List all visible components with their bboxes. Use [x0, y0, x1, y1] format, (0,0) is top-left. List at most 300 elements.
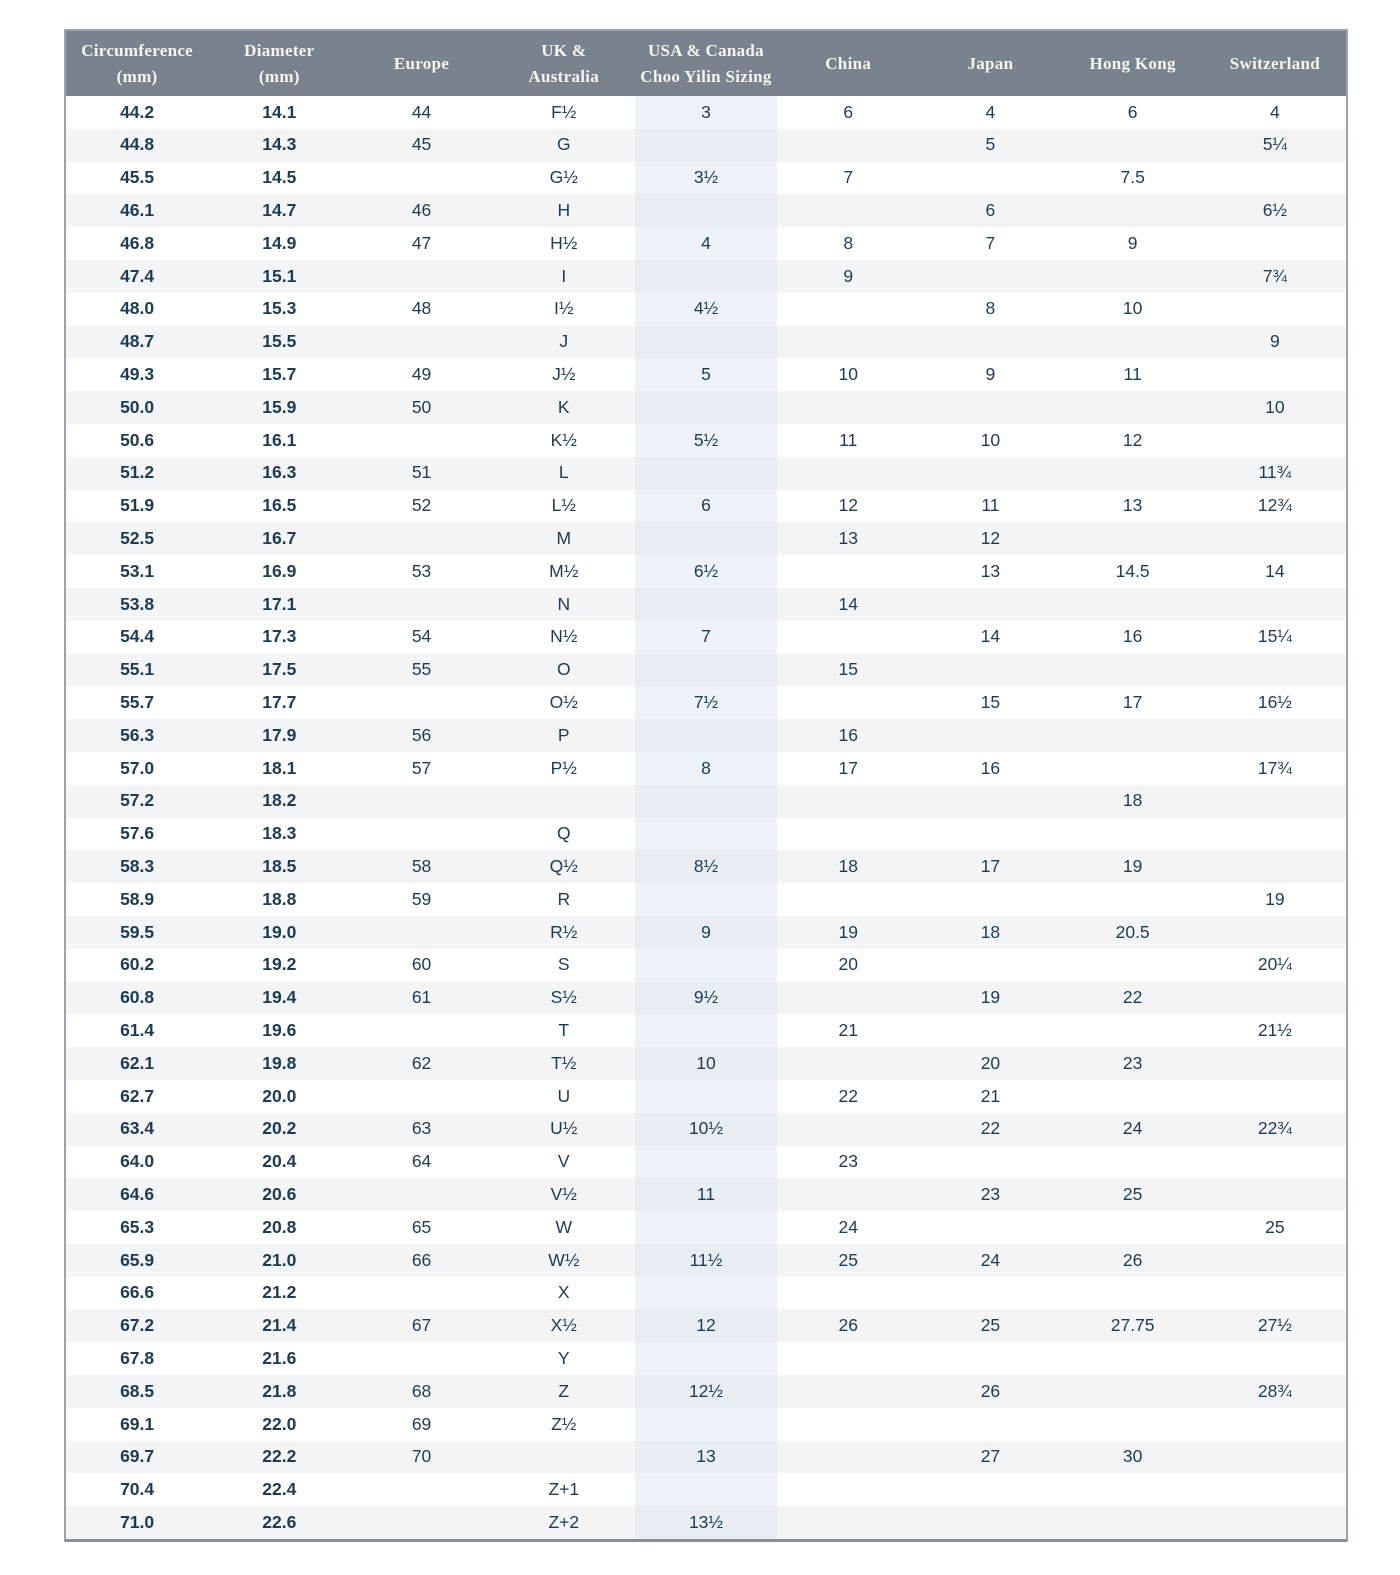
cell-switzerland: [1204, 850, 1346, 883]
table-row: [66, 129, 1346, 162]
cell-china: [777, 785, 919, 818]
table-row: [66, 818, 1346, 851]
cell-diameter: 20.2: [208, 1113, 350, 1146]
cell-usa-canada: 13: [635, 1441, 777, 1474]
column-header-diameter: [208, 31, 350, 96]
cell-uk-australia: F½: [493, 96, 635, 129]
cell-circumference: 51.2: [66, 457, 208, 490]
table-row: [66, 1408, 1346, 1441]
table-row: [66, 293, 1346, 326]
table-row: [66, 621, 1346, 654]
cell-japan: [919, 818, 1061, 851]
cell-china: [777, 391, 919, 424]
cell-uk-australia: P: [493, 719, 635, 752]
cell-circumference: 69.7: [66, 1441, 208, 1474]
cell-china: 23: [777, 1146, 919, 1179]
cell-diameter: 22.6: [208, 1506, 350, 1539]
column-header-line: Choo Yilin Sizing: [640, 66, 772, 86]
cell-uk-australia: U: [493, 1080, 635, 1113]
cell-uk-australia: Z+2: [493, 1506, 635, 1539]
cell-japan: 15: [919, 686, 1061, 719]
table-row: [66, 1244, 1346, 1277]
cell-japan: [919, 1146, 1061, 1179]
cell-japan: 12: [919, 522, 1061, 555]
cell-hong-kong: [1062, 1375, 1204, 1408]
cell-japan: 23: [919, 1178, 1061, 1211]
cell-uk-australia: I: [493, 260, 635, 293]
cell-japan: [919, 1506, 1061, 1539]
cell-diameter: 18.3: [208, 818, 350, 851]
cell-usa-canada: [635, 1146, 777, 1179]
table-row: [66, 719, 1346, 752]
cell-japan: [919, 785, 1061, 818]
cell-diameter: 20.4: [208, 1146, 350, 1179]
column-header-line: USA & Canada: [647, 41, 764, 60]
cell-japan: 7: [919, 227, 1061, 260]
cell-japan: 17: [919, 850, 1061, 883]
cell-circumference: 45.5: [66, 162, 208, 195]
cell-hong-kong: 30: [1062, 1441, 1204, 1474]
cell-switzerland: [1204, 293, 1346, 326]
cell-hong-kong: [1062, 260, 1204, 293]
cell-circumference: 63.4: [66, 1113, 208, 1146]
cell-china: 22: [777, 1080, 919, 1113]
cell-europe: 69: [350, 1408, 492, 1441]
cell-switzerland: [1204, 654, 1346, 687]
cell-uk-australia: N: [493, 588, 635, 621]
cell-diameter: 14.5: [208, 162, 350, 195]
table-header: [66, 31, 1346, 96]
cell-europe: [350, 1014, 492, 1047]
ring-size-table-frame: [64, 29, 1348, 1542]
cell-hong-kong: 19: [1062, 850, 1204, 883]
cell-hong-kong: [1062, 129, 1204, 162]
ring-size-conversion-table: [66, 31, 1346, 1539]
cell-hong-kong: [1062, 1408, 1204, 1441]
table-body: [66, 96, 1346, 1539]
cell-diameter: 17.5: [208, 654, 350, 687]
cell-europe: 44: [350, 96, 492, 129]
cell-japan: 16: [919, 752, 1061, 785]
cell-usa-canada: 7½: [635, 686, 777, 719]
cell-japan: 20: [919, 1047, 1061, 1080]
cell-usa-canada: [635, 1342, 777, 1375]
cell-hong-kong: 23: [1062, 1047, 1204, 1080]
cell-usa-canada: 6½: [635, 555, 777, 588]
cell-europe: [350, 162, 492, 195]
cell-japan: 21: [919, 1080, 1061, 1113]
cell-china: 9: [777, 260, 919, 293]
cell-europe: [350, 522, 492, 555]
cell-china: 18: [777, 850, 919, 883]
cell-diameter: 15.7: [208, 358, 350, 391]
cell-diameter: 16.1: [208, 424, 350, 457]
cell-europe: [350, 1178, 492, 1211]
table-row: [66, 227, 1346, 260]
column-header-europe: [350, 31, 492, 96]
cell-circumference: 50.0: [66, 391, 208, 424]
cell-switzerland: 27½: [1204, 1309, 1346, 1342]
cell-china: 7: [777, 162, 919, 195]
table-row: [66, 588, 1346, 621]
cell-uk-australia: R½: [493, 916, 635, 949]
cell-usa-canada: 3½: [635, 162, 777, 195]
cell-japan: 5: [919, 129, 1061, 162]
table-row: [66, 949, 1346, 982]
cell-china: [777, 129, 919, 162]
table-row: [66, 1047, 1346, 1080]
cell-hong-kong: 6: [1062, 96, 1204, 129]
cell-diameter: 16.7: [208, 522, 350, 555]
cell-china: 15: [777, 654, 919, 687]
cell-europe: 59: [350, 883, 492, 916]
cell-switzerland: 15¼: [1204, 621, 1346, 654]
cell-switzerland: [1204, 1506, 1346, 1539]
cell-japan: 26: [919, 1375, 1061, 1408]
cell-usa-canada: 10½: [635, 1113, 777, 1146]
cell-circumference: 53.8: [66, 588, 208, 621]
cell-switzerland: [1204, 358, 1346, 391]
cell-uk-australia: H: [493, 194, 635, 227]
table-row: [66, 850, 1346, 883]
table-row: [66, 1178, 1346, 1211]
cell-japan: 22: [919, 1113, 1061, 1146]
cell-hong-kong: 27.75: [1062, 1309, 1204, 1342]
cell-uk-australia: K: [493, 391, 635, 424]
cell-europe: 45: [350, 129, 492, 162]
cell-europe: [350, 686, 492, 719]
cell-china: [777, 1277, 919, 1310]
cell-japan: 11: [919, 490, 1061, 523]
cell-europe: [350, 1277, 492, 1310]
cell-diameter: 15.3: [208, 293, 350, 326]
cell-usa-canada: 5½: [635, 424, 777, 457]
table-row: [66, 1473, 1346, 1506]
cell-hong-kong: 10: [1062, 293, 1204, 326]
column-header-line: UK &: [541, 41, 587, 60]
cell-china: 13: [777, 522, 919, 555]
cell-hong-kong: [1062, 1506, 1204, 1539]
cell-china: [777, 621, 919, 654]
cell-china: 11: [777, 424, 919, 457]
cell-switzerland: [1204, 1047, 1346, 1080]
table-row: [66, 916, 1346, 949]
cell-europe: 58: [350, 850, 492, 883]
column-header-uk-australia: [493, 31, 635, 96]
cell-switzerland: [1204, 1080, 1346, 1113]
cell-uk-australia: [493, 785, 635, 818]
cell-uk-australia: J: [493, 326, 635, 359]
cell-europe: 57: [350, 752, 492, 785]
column-header-line: Europe: [393, 53, 450, 73]
cell-hong-kong: 24: [1062, 1113, 1204, 1146]
table-row: [66, 358, 1346, 391]
cell-uk-australia: P½: [493, 752, 635, 785]
cell-switzerland: 19: [1204, 883, 1346, 916]
table-row: [66, 1277, 1346, 1310]
table-row: [66, 883, 1346, 916]
cell-europe: 63: [350, 1113, 492, 1146]
cell-usa-canada: [635, 654, 777, 687]
cell-uk-australia: J½: [493, 358, 635, 391]
cell-uk-australia: I½: [493, 293, 635, 326]
cell-uk-australia: Z: [493, 1375, 635, 1408]
cell-china: [777, 883, 919, 916]
cell-china: [777, 1375, 919, 1408]
table-row: [66, 490, 1346, 523]
cell-diameter: 17.1: [208, 588, 350, 621]
cell-hong-kong: [1062, 1277, 1204, 1310]
cell-hong-kong: 7.5: [1062, 162, 1204, 195]
cell-hong-kong: 11: [1062, 358, 1204, 391]
cell-diameter: 16.3: [208, 457, 350, 490]
cell-europe: 50: [350, 391, 492, 424]
cell-switzerland: [1204, 1473, 1346, 1506]
cell-diameter: 14.3: [208, 129, 350, 162]
cell-japan: [919, 588, 1061, 621]
cell-europe: [350, 785, 492, 818]
cell-circumference: 55.1: [66, 654, 208, 687]
cell-switzerland: 5¼: [1204, 129, 1346, 162]
cell-uk-australia: H½: [493, 227, 635, 260]
cell-diameter: 22.2: [208, 1441, 350, 1474]
cell-europe: [350, 588, 492, 621]
column-header-line: Japan: [967, 53, 1014, 73]
cell-europe: [350, 916, 492, 949]
table-row: [66, 1211, 1346, 1244]
cell-diameter: 19.0: [208, 916, 350, 949]
cell-diameter: 21.8: [208, 1375, 350, 1408]
cell-usa-canada: 11: [635, 1178, 777, 1211]
cell-switzerland: [1204, 1244, 1346, 1277]
cell-china: [777, 293, 919, 326]
cell-switzerland: [1204, 1178, 1346, 1211]
cell-china: 8: [777, 227, 919, 260]
table-row: [66, 162, 1346, 195]
cell-uk-australia: M½: [493, 555, 635, 588]
cell-usa-canada: [635, 326, 777, 359]
cell-diameter: 21.4: [208, 1309, 350, 1342]
cell-usa-canada: 11½: [635, 1244, 777, 1277]
cell-diameter: 17.7: [208, 686, 350, 719]
cell-europe: [350, 1080, 492, 1113]
column-header-circumference: [66, 31, 208, 96]
cell-europe: 65: [350, 1211, 492, 1244]
cell-circumference: 60.8: [66, 982, 208, 1015]
cell-japan: [919, 1277, 1061, 1310]
cell-diameter: 18.1: [208, 752, 350, 785]
cell-europe: 54: [350, 621, 492, 654]
cell-china: [777, 1342, 919, 1375]
cell-japan: [919, 654, 1061, 687]
cell-hong-kong: [1062, 194, 1204, 227]
cell-europe: [350, 260, 492, 293]
cell-switzerland: [1204, 916, 1346, 949]
cell-circumference: 65.3: [66, 1211, 208, 1244]
cell-uk-australia: O: [493, 654, 635, 687]
cell-circumference: 64.6: [66, 1178, 208, 1211]
cell-uk-australia: N½: [493, 621, 635, 654]
column-header-line: Diameter: [244, 41, 315, 60]
cell-circumference: 62.1: [66, 1047, 208, 1080]
cell-japan: [919, 260, 1061, 293]
cell-usa-canada: 4½: [635, 293, 777, 326]
cell-china: 10: [777, 358, 919, 391]
cell-hong-kong: [1062, 1473, 1204, 1506]
cell-uk-australia: G: [493, 129, 635, 162]
cell-uk-australia: L: [493, 457, 635, 490]
cell-switzerland: [1204, 1408, 1346, 1441]
cell-japan: 6: [919, 194, 1061, 227]
cell-japan: [919, 326, 1061, 359]
cell-switzerland: 28¾: [1204, 1375, 1346, 1408]
cell-diameter: 16.9: [208, 555, 350, 588]
column-header-line: (mm): [258, 66, 300, 86]
cell-europe: 49: [350, 358, 492, 391]
table-row: [66, 194, 1346, 227]
cell-usa-canada: [635, 719, 777, 752]
cell-china: 21: [777, 1014, 919, 1047]
cell-switzerland: 14: [1204, 555, 1346, 588]
cell-switzerland: 12¾: [1204, 490, 1346, 523]
cell-china: [777, 194, 919, 227]
cell-switzerland: [1204, 982, 1346, 1015]
cell-europe: 56: [350, 719, 492, 752]
cell-circumference: 48.0: [66, 293, 208, 326]
column-header-japan: [919, 31, 1061, 96]
cell-switzerland: 17¾: [1204, 752, 1346, 785]
cell-hong-kong: 16: [1062, 621, 1204, 654]
cell-switzerland: 7¾: [1204, 260, 1346, 293]
cell-europe: [350, 424, 492, 457]
cell-japan: [919, 162, 1061, 195]
cell-switzerland: 25: [1204, 1211, 1346, 1244]
cell-europe: [350, 1473, 492, 1506]
table-row: [66, 1014, 1346, 1047]
cell-japan: [919, 1408, 1061, 1441]
cell-usa-canada: [635, 1014, 777, 1047]
column-header-line: Hong Kong: [1089, 53, 1176, 73]
cell-china: [777, 1408, 919, 1441]
cell-europe: [350, 326, 492, 359]
cell-usa-canada: [635, 1211, 777, 1244]
cell-switzerland: [1204, 424, 1346, 457]
cell-hong-kong: 9: [1062, 227, 1204, 260]
cell-china: [777, 686, 919, 719]
cell-uk-australia: M: [493, 522, 635, 555]
cell-circumference: 53.1: [66, 555, 208, 588]
column-header-hong-kong: [1062, 31, 1204, 96]
cell-hong-kong: 12: [1062, 424, 1204, 457]
cell-europe: 51: [350, 457, 492, 490]
cell-hong-kong: [1062, 1080, 1204, 1113]
header-row: [66, 31, 1346, 96]
cell-circumference: 57.0: [66, 752, 208, 785]
cell-usa-canada: [635, 129, 777, 162]
cell-circumference: 51.9: [66, 490, 208, 523]
cell-uk-australia: L½: [493, 490, 635, 523]
cell-japan: [919, 719, 1061, 752]
cell-diameter: 19.2: [208, 949, 350, 982]
cell-usa-canada: [635, 883, 777, 916]
column-header-line: Australia: [528, 66, 600, 86]
cell-china: 16: [777, 719, 919, 752]
cell-diameter: 19.4: [208, 982, 350, 1015]
cell-hong-kong: [1062, 818, 1204, 851]
cell-diameter: 14.7: [208, 194, 350, 227]
cell-uk-australia: Q: [493, 818, 635, 851]
cell-hong-kong: [1062, 326, 1204, 359]
cell-diameter: 22.4: [208, 1473, 350, 1506]
cell-japan: 8: [919, 293, 1061, 326]
cell-china: [777, 326, 919, 359]
table-row: [66, 1080, 1346, 1113]
cell-europe: [350, 1342, 492, 1375]
cell-circumference: 46.8: [66, 227, 208, 260]
cell-china: [777, 818, 919, 851]
cell-uk-australia: T½: [493, 1047, 635, 1080]
cell-diameter: 21.0: [208, 1244, 350, 1277]
cell-hong-kong: 22: [1062, 982, 1204, 1015]
cell-circumference: 48.7: [66, 326, 208, 359]
cell-hong-kong: [1062, 1146, 1204, 1179]
table-row: [66, 555, 1346, 588]
table-row: [66, 1309, 1346, 1342]
cell-china: [777, 1506, 919, 1539]
cell-europe: 60: [350, 949, 492, 982]
column-header-china: [777, 31, 919, 96]
cell-circumference: 58.9: [66, 883, 208, 916]
cell-japan: [919, 1342, 1061, 1375]
cell-europe: 55: [350, 654, 492, 687]
table-row: [66, 1375, 1346, 1408]
cell-switzerland: [1204, 162, 1346, 195]
cell-switzerland: [1204, 227, 1346, 260]
cell-uk-australia: K½: [493, 424, 635, 457]
cell-usa-canada: 5: [635, 358, 777, 391]
table-row: [66, 1113, 1346, 1146]
cell-diameter: 20.8: [208, 1211, 350, 1244]
cell-japan: 14: [919, 621, 1061, 654]
cell-japan: [919, 391, 1061, 424]
cell-circumference: 67.8: [66, 1342, 208, 1375]
cell-japan: 9: [919, 358, 1061, 391]
cell-europe: 66: [350, 1244, 492, 1277]
cell-circumference: 62.7: [66, 1080, 208, 1113]
cell-japan: 19: [919, 982, 1061, 1015]
cell-circumference: 44.2: [66, 96, 208, 129]
cell-uk-australia: U½: [493, 1113, 635, 1146]
cell-switzerland: 22¾: [1204, 1113, 1346, 1146]
cell-circumference: 64.0: [66, 1146, 208, 1179]
cell-diameter: 17.3: [208, 621, 350, 654]
cell-china: 19: [777, 916, 919, 949]
cell-switzerland: [1204, 522, 1346, 555]
column-header-line: China: [825, 53, 872, 73]
cell-china: 26: [777, 1309, 919, 1342]
cell-hong-kong: 25: [1062, 1178, 1204, 1211]
cell-china: 17: [777, 752, 919, 785]
table-row: [66, 785, 1346, 818]
cell-circumference: 55.7: [66, 686, 208, 719]
cell-japan: 10: [919, 424, 1061, 457]
table-row: [66, 686, 1346, 719]
cell-europe: 48: [350, 293, 492, 326]
cell-usa-canada: [635, 785, 777, 818]
cell-circumference: 57.2: [66, 785, 208, 818]
cell-circumference: 59.5: [66, 916, 208, 949]
cell-europe: 68: [350, 1375, 492, 1408]
